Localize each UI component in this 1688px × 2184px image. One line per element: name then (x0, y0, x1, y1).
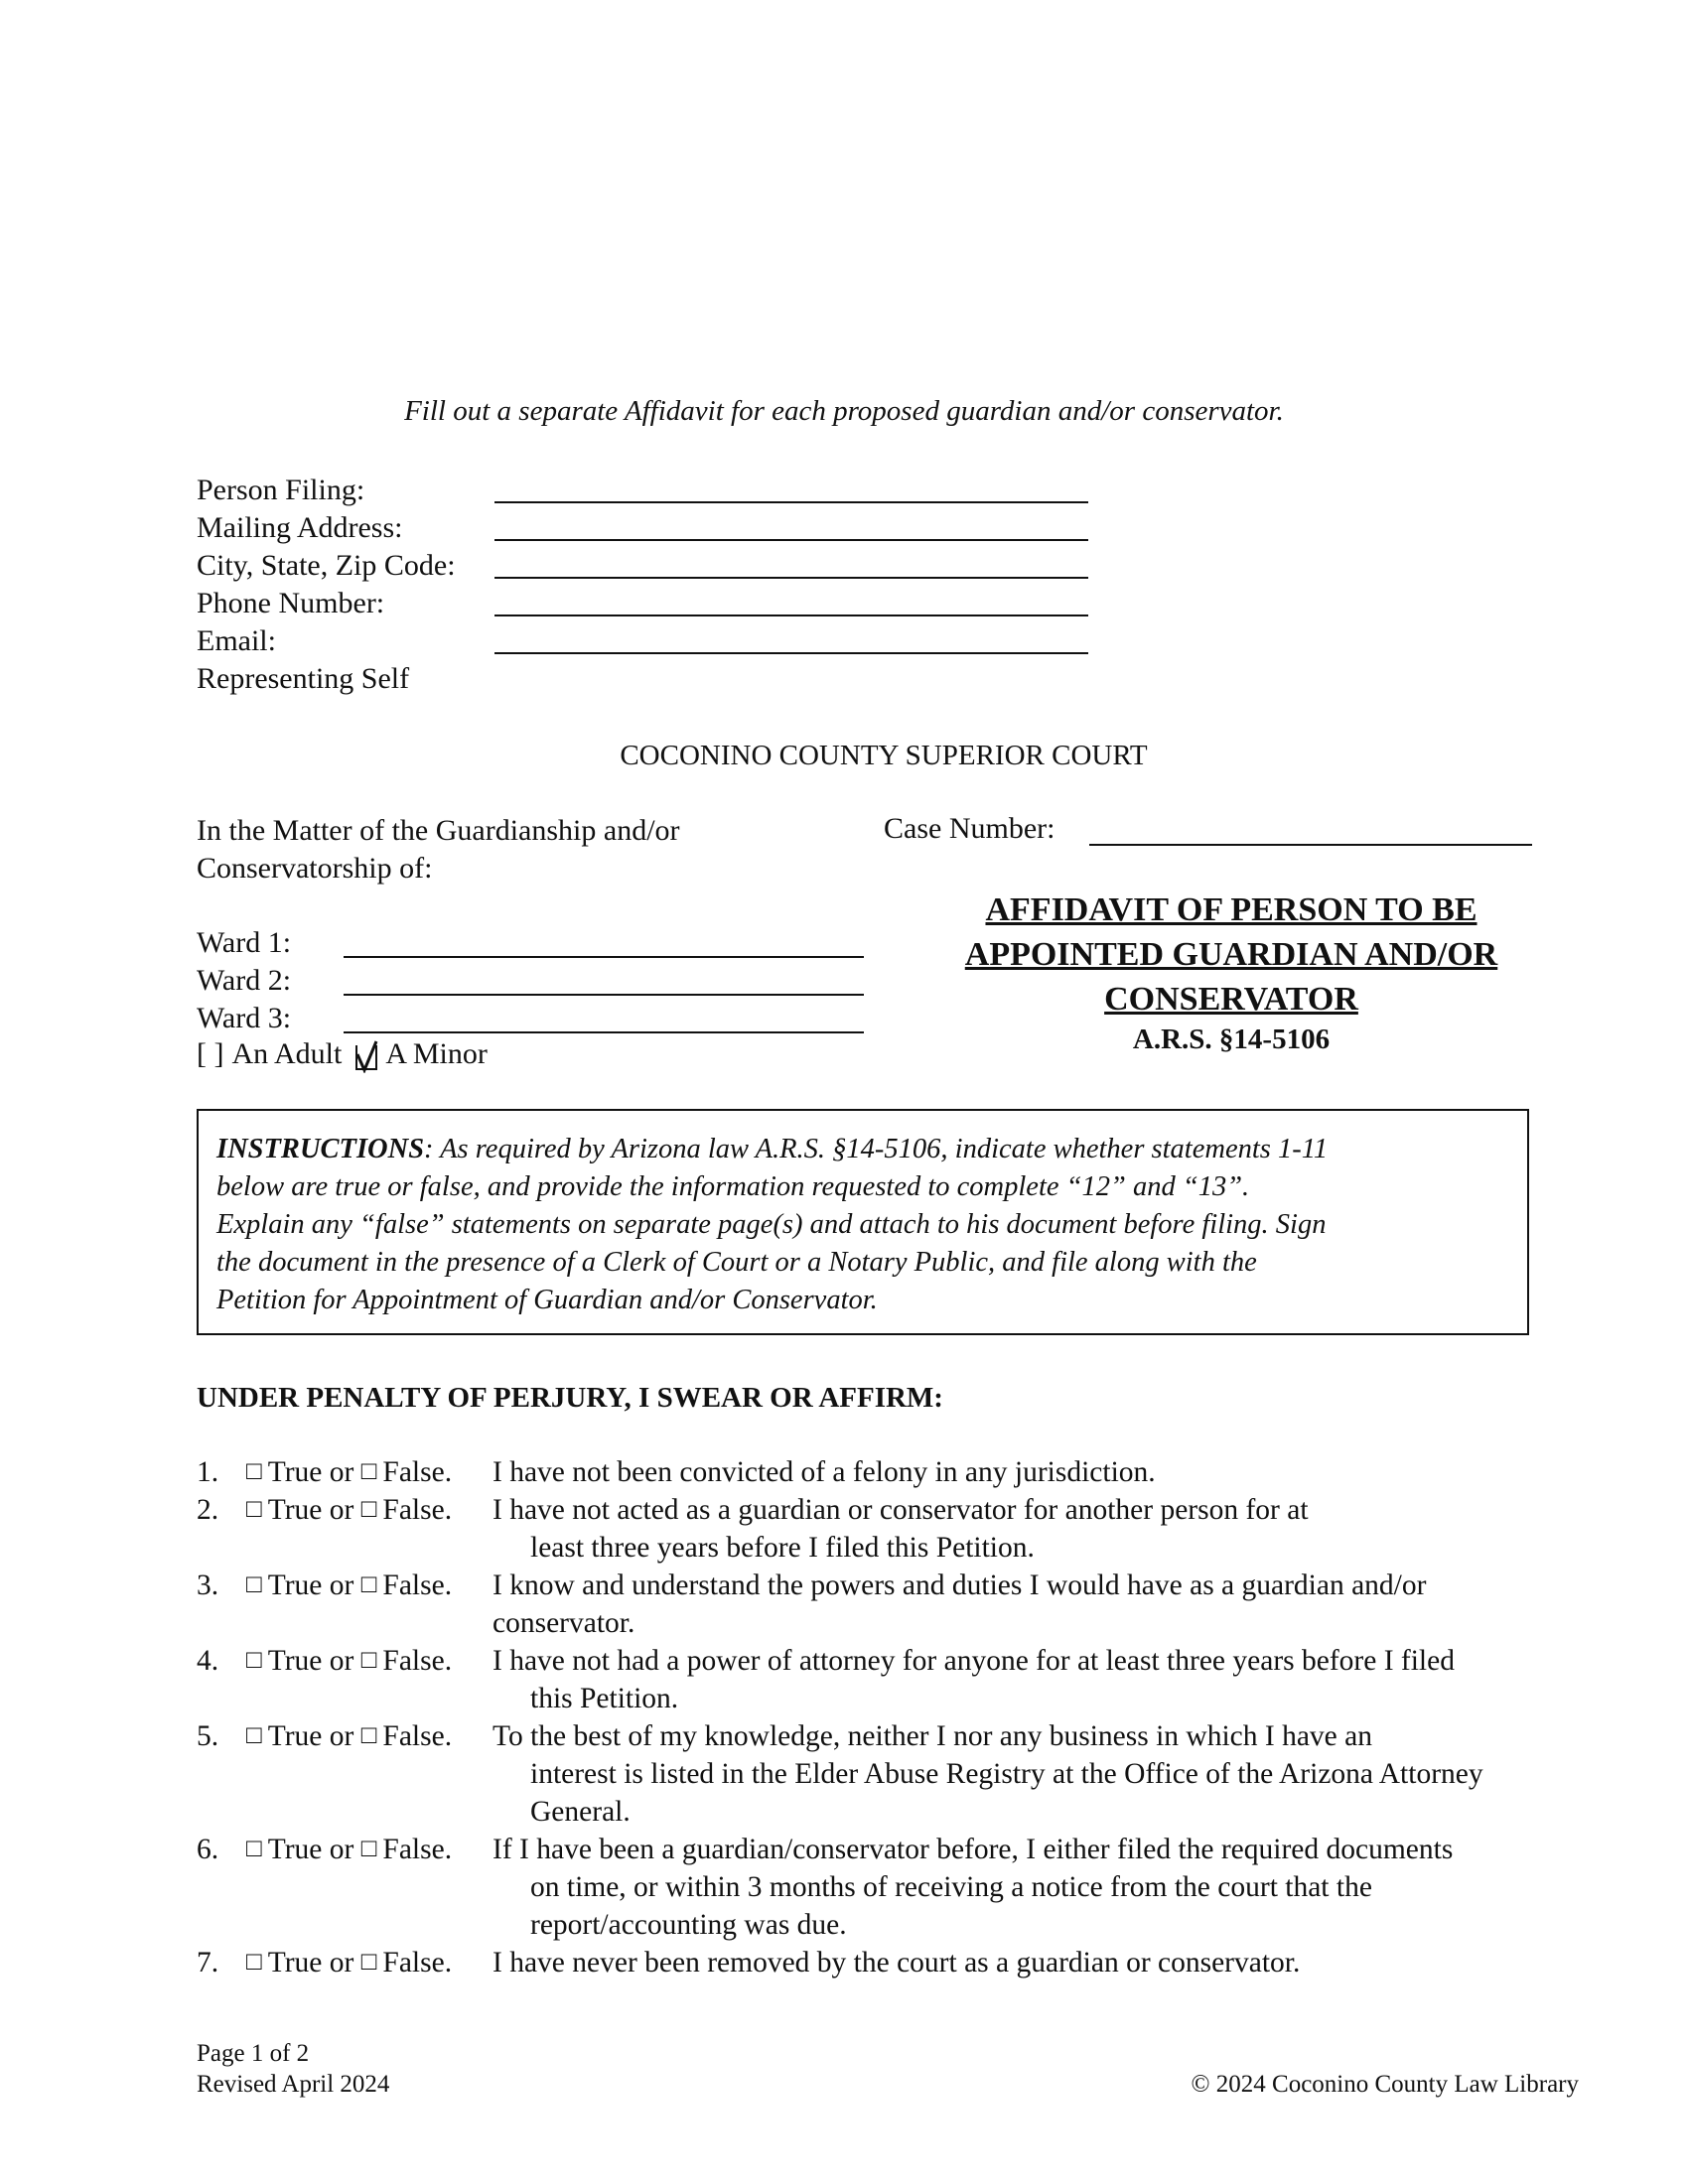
true-false-options (246, 1717, 452, 1756)
statement-line: interest is listed in the Elder Abuse Registry at the Office of the Arizona Attorney (530, 1758, 1483, 1790)
false-checkbox[interactable]: □ (360, 1720, 377, 1749)
instructions-line-4: the document in the presence of a Clerk of Court or a Notary Public, and file along with the (216, 1247, 1257, 1278)
separate-affidavit-note: Fill out a separate Affidavit for each proposed guardian and/or conservator. (404, 395, 1284, 427)
true-false-options (246, 1642, 452, 1681)
statement-number: 6. (197, 1834, 219, 1865)
instructions-line-3: Explain any “false” statements on separate page(s) and attach to his document before filing. Sign (216, 1209, 1327, 1240)
statement-line: least three years before I filed this Petition. (530, 1532, 1035, 1564)
statement-text (492, 1944, 1585, 1981)
statement-line: report/accounting was due. (530, 1909, 847, 1941)
ward-age-options (197, 1037, 488, 1071)
true-label: True or (267, 1947, 354, 1979)
true-checkbox[interactable]: □ (246, 1645, 262, 1674)
instructions-line-1 (216, 1131, 1509, 1168)
statement-text (492, 1717, 1585, 1831)
statement-line: General. (530, 1796, 631, 1828)
instructions-line-5: Petition for Appointment of Guardian and/or Conservator. (216, 1285, 878, 1315)
title-line-3: CONSERVATOR (1104, 981, 1358, 1018)
statement-line: conservator. (492, 1607, 635, 1639)
false-checkbox[interactable]: □ (360, 1456, 377, 1485)
matter-line-2: Conservatorship of: (197, 852, 433, 885)
title-line-2: APPOINTED GUARDIAN AND/OR (964, 936, 1498, 973)
statute-reference: A.R.S. §14-5106 (1132, 1024, 1331, 1055)
statement-number: 7. (197, 1947, 219, 1979)
true-checkbox[interactable]: □ (246, 1494, 262, 1523)
true-label: True or (267, 1494, 354, 1526)
false-checkbox[interactable]: □ (360, 1494, 377, 1523)
copyright-notice: © 2024 Coconino County Law Library (1191, 2071, 1579, 2098)
penalty-heading: UNDER PENALTY OF PERJURY, I SWEAR OR AFFIRM: (197, 1382, 943, 1414)
false-checkbox[interactable]: □ (360, 1947, 377, 1976)
document-title (914, 887, 1549, 1057)
mailing-address-label: Mailing Address: (197, 511, 403, 544)
true-false-options (246, 1944, 452, 1982)
true-checkbox[interactable]: □ (246, 1834, 262, 1862)
statement-line: To the best of my knowledge, neither I nor any business in which I have an (492, 1720, 1372, 1752)
adult-checkbox[interactable]: [ ] (197, 1037, 224, 1070)
true-checkbox[interactable]: □ (246, 1720, 262, 1749)
adult-label: An Adult (231, 1037, 343, 1070)
true-false-options (246, 1491, 452, 1530)
true-false-options (246, 1453, 452, 1492)
checkmark-icon (353, 1039, 379, 1073)
false-label: False. (382, 1834, 453, 1865)
false-label: False. (382, 1456, 453, 1488)
statement-number: 1. (197, 1456, 219, 1488)
true-checkbox[interactable]: □ (246, 1570, 262, 1598)
false-checkbox[interactable]: □ (360, 1834, 377, 1862)
false-label: False. (382, 1720, 453, 1752)
true-false-options (246, 1831, 452, 1869)
statement-text (492, 1567, 1585, 1642)
matter-line-1: In the Matter of the Guardianship and/or (197, 814, 680, 847)
statement-number: 2. (197, 1494, 219, 1526)
instructions-line-2: below are true or false, and provide the information requested to complete “12” and “13”. (216, 1171, 1250, 1202)
true-false-options (246, 1567, 452, 1605)
true-label: True or (267, 1720, 354, 1752)
title-line-1: AFFIDAVIT OF PERSON TO BE (985, 891, 1477, 928)
false-label: False. (382, 1570, 453, 1601)
statement-number: 4. (197, 1645, 219, 1677)
statement-text (492, 1642, 1585, 1717)
statement-line: I have not been convicted of a felony in any jurisdiction. (492, 1456, 1156, 1488)
person-filing-field[interactable] (494, 501, 1088, 503)
city-state-zip-label: City, State, Zip Code: (197, 549, 456, 582)
ward-3-field[interactable] (344, 1031, 864, 1033)
phone-number-field[interactable] (494, 614, 1088, 616)
case-number-field[interactable] (1089, 844, 1532, 846)
true-checkbox[interactable]: □ (246, 1456, 262, 1485)
instructions-heading: INSTRUCTIONS (216, 1134, 425, 1164)
instructions-text-1: : As required by Arizona law A.R.S. §14-5106, indicate whether statements 1-11 (424, 1134, 1329, 1164)
statement-number: 5. (197, 1720, 219, 1752)
court-name: COCONINO COUNTY SUPERIOR COURT (620, 740, 1148, 771)
representing-self-label: Representing Self (197, 662, 410, 695)
true-label: True or (267, 1456, 354, 1488)
ward-1-field[interactable] (344, 956, 864, 958)
statement-line: If I have been a guardian/conservator before, I either filed the required documents (492, 1834, 1454, 1865)
phone-number-label: Phone Number: (197, 587, 385, 619)
page-number: Page 1 of 2 (197, 2040, 310, 2067)
instructions-box (197, 1109, 1529, 1335)
ward-2-field[interactable] (344, 994, 864, 996)
true-label: True or (267, 1570, 354, 1601)
statement-line: on time, or within 3 months of receiving a notice from the court that the (530, 1871, 1372, 1903)
statement-line: I have not had a power of attorney for anyone for at least three years before I filed (492, 1645, 1455, 1677)
false-checkbox[interactable]: □ (360, 1570, 377, 1598)
city-state-zip-field[interactable] (494, 577, 1088, 579)
statement-number: 3. (197, 1570, 219, 1601)
statement-text (492, 1491, 1585, 1567)
minor-label: A Minor (385, 1037, 488, 1070)
true-label: True or (267, 1834, 354, 1865)
true-checkbox[interactable]: □ (246, 1947, 262, 1976)
revision-date: Revised April 2024 (197, 2071, 390, 2098)
email-field[interactable] (494, 652, 1088, 654)
person-filing-label: Person Filing: (197, 474, 365, 506)
ward-2-label: Ward 2: (197, 964, 292, 997)
false-checkbox[interactable]: □ (360, 1645, 377, 1674)
email-label: Email: (197, 624, 276, 657)
true-label: True or (267, 1645, 354, 1677)
false-label: False. (382, 1947, 453, 1979)
statement-line: this Petition. (530, 1683, 679, 1714)
case-number-label: Case Number: (884, 812, 1055, 845)
mailing-address-field[interactable] (494, 539, 1088, 541)
statement-line: I know and understand the powers and duties I would have as a guardian and/or (492, 1570, 1427, 1601)
minor-checkbox[interactable] (353, 1039, 377, 1069)
statement-text (492, 1453, 1585, 1491)
false-label: False. (382, 1645, 453, 1677)
statement-line: I have never been removed by the court as a guardian or conservator. (492, 1947, 1301, 1979)
statement-text (492, 1831, 1585, 1944)
ward-1-label: Ward 1: (197, 926, 292, 959)
false-label: False. (382, 1494, 453, 1526)
ward-3-label: Ward 3: (197, 1002, 292, 1034)
statement-line: I have not acted as a guardian or conservator for another person for at (492, 1494, 1309, 1526)
